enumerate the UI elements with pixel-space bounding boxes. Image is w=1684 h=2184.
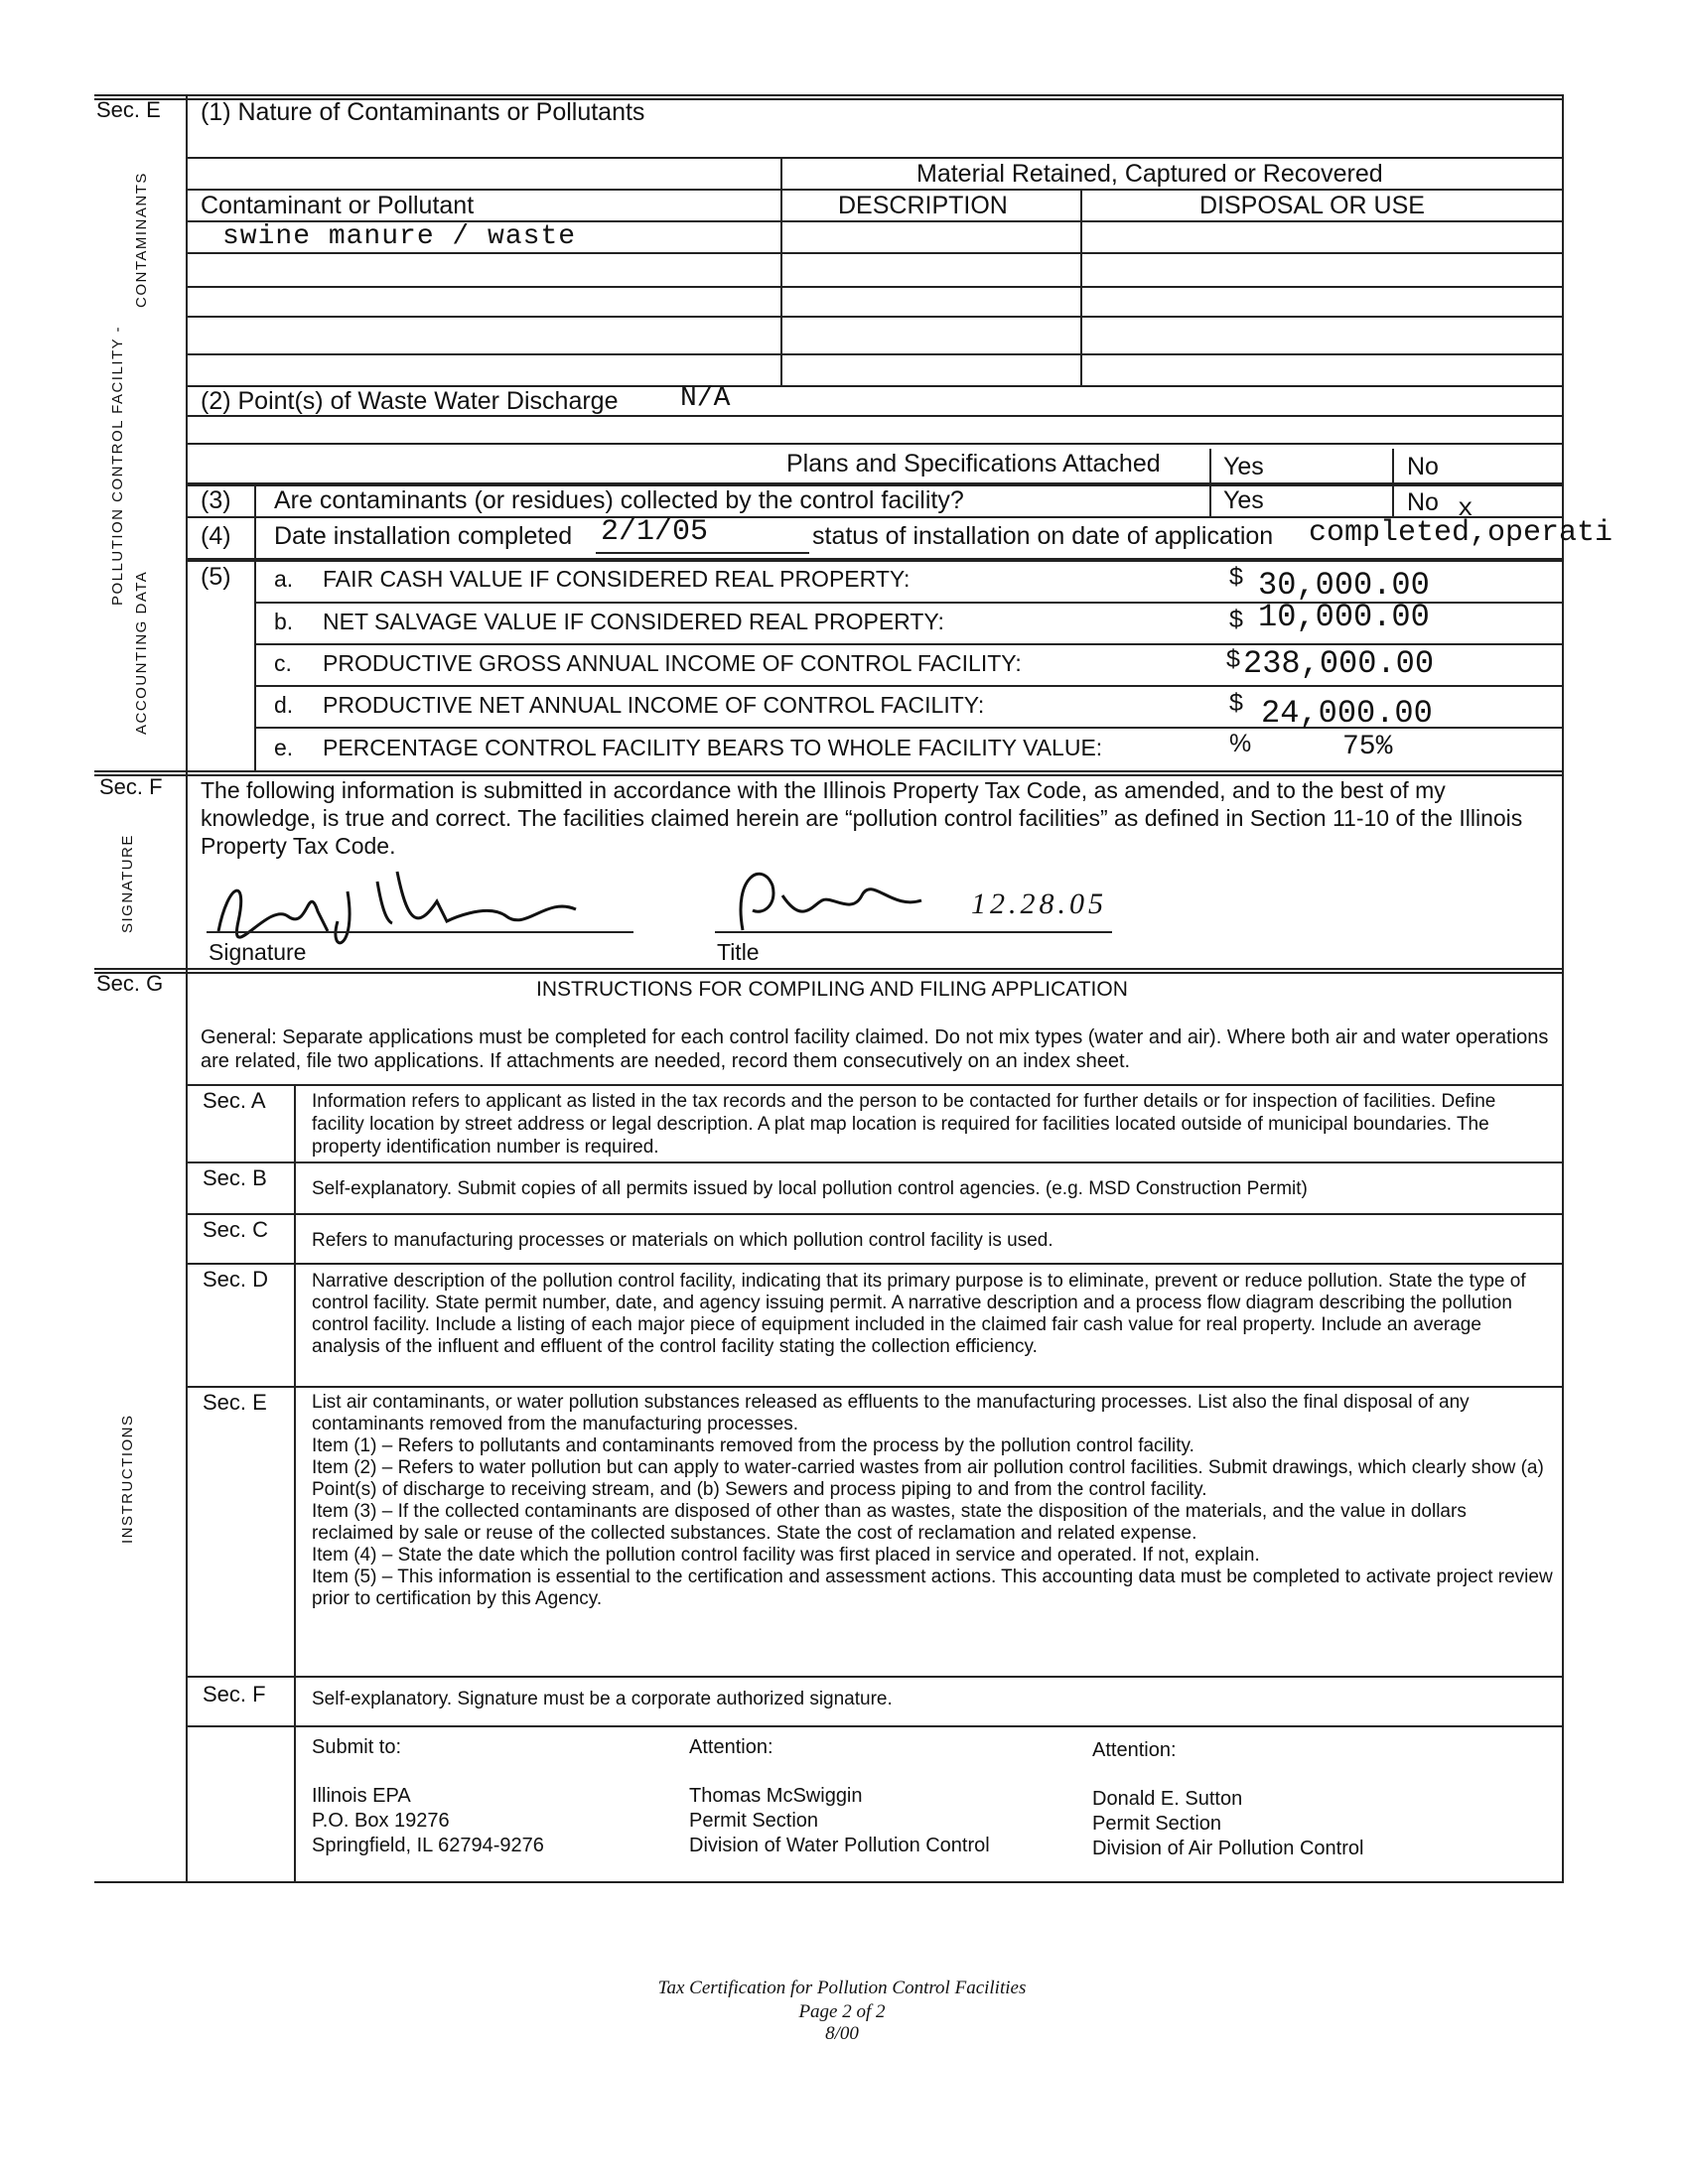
row-a-value[interactable]: 30,000.00 (1258, 567, 1430, 604)
submit-col2-line1: Thomas McSwiggin (689, 1785, 863, 1807)
instructions-heading: INSTRUCTIONS FOR COMPILING AND FILING APPLICATION (536, 978, 1128, 1001)
row-a-letter: a. (274, 566, 294, 592)
submit-col1-line3: Springfield, IL 62794-9276 (312, 1835, 544, 1856)
item1-title: (1) Nature of Contaminants or Pollutants (201, 98, 645, 126)
instr-sec-c-label: Sec. C (203, 1217, 269, 1242)
footer-line2: Page 2 of 2 (798, 2001, 886, 2022)
item3-mark: x (1458, 493, 1474, 523)
col-contaminant: Contaminant or Pollutant (201, 192, 475, 219)
submit-col1-line1: Illinois EPA (312, 1785, 411, 1807)
item4-date[interactable]: 2/1/05 (601, 515, 709, 549)
row-d-label: PRODUCTIVE NET ANNUAL INCOME OF CONTROL FACILITY: (323, 692, 985, 718)
plans-label: Plans and Specifications Attached (786, 450, 1161, 478)
side-label-accounting: ACCOUNTING DATA (133, 570, 150, 735)
item3-num: (3) (201, 486, 231, 514)
row-b-unit: $ (1229, 606, 1243, 633)
instr-sec-a-text: Information refers to applicant as listed in the tax records and the person to be contacted for further details or for inspection of facilities. Define facility location by street address or legal description. A plat map location is required for facilities located outside of municipal boundaries. The property identification number is required. (312, 1091, 1496, 1158)
row-c-value[interactable]: 238,000.00 (1243, 645, 1435, 682)
row-e-value[interactable]: 75% (1342, 732, 1393, 762)
row-c-label: PRODUCTIVE GROSS ANNUAL INCOME OF CONTROL FACILITY: (323, 650, 1022, 676)
item3-no[interactable]: No (1407, 488, 1439, 516)
row-c-letter: c. (274, 650, 292, 676)
instructions-general: General: Separate applications must be completed for each control facility claimed. Do not mix types (water and air). Where both air and water operations are related, file two applications. If attachments are needed, record them consecutively on an index sheet. (201, 1026, 1549, 1072)
item4-status-value[interactable]: completed,operati (1309, 516, 1614, 550)
item3-question: Are contaminants (or residues) collected by the control facility? (274, 486, 964, 514)
submit-col1-head: Submit to: (312, 1736, 402, 1758)
item4-status-label: status of installation on date of application (812, 522, 1274, 550)
submit-col2-head: Attention: (689, 1736, 773, 1758)
item4-label: Date installation completed (274, 522, 573, 550)
row-c-unit: $ (1226, 645, 1240, 673)
plans-yes[interactable]: Yes (1223, 453, 1264, 480)
instr-sec-f-text: Self-explanatory. Signature must be a corporate authorized signature. (312, 1689, 893, 1709)
item5-num: (5) (201, 563, 231, 591)
contaminant-value[interactable]: swine manure / waste (222, 221, 577, 252)
sec-e-label: Sec. E (96, 97, 161, 122)
item4-date-underline (596, 552, 809, 554)
side-label-pollution-control: POLLUTION CONTROL FACILITY - (109, 325, 126, 606)
instr-sec-a-label: Sec. A (203, 1088, 266, 1113)
submit-col3-line3: Division of Air Pollution Control (1092, 1838, 1364, 1859)
sec-g-label: Sec. G (96, 971, 164, 996)
item2-value[interactable]: N/A (680, 383, 731, 414)
row-a-label: FAIR CASH VALUE IF CONSIDERED REAL PROPERTY: (323, 566, 911, 592)
footer-line3: 8/00 (825, 2023, 859, 2044)
signed-date[interactable]: 12.28.05 (971, 887, 1107, 920)
title-label: Title (717, 939, 760, 965)
certification-statement: The following information is submitted in accordance with the Illinois Property Tax Code, as amended, and to the best of my knowledge, is true and correct. The facilities claimed herein are “pollution control facilities” as defined in Section 11-10 of the Illinois Property Tax Code. (201, 777, 1523, 859)
side-label-instructions: INSTRUCTIONS (119, 1414, 136, 1544)
row-a-unit: $ (1229, 563, 1243, 591)
instr-sec-c-text: Refers to manufacturing processes or materials on which pollution control facility is used. (312, 1230, 1053, 1251)
row-e-label: PERCENTAGE CONTROL FACILITY BEARS TO WHOLE FACILITY VALUE: (323, 735, 1103, 760)
row-e-letter: e. (274, 735, 294, 760)
row-e-unit: % (1229, 730, 1252, 757)
col-disposal: DISPOSAL OR USE (1199, 192, 1425, 219)
signature-line (207, 931, 633, 933)
material-header: Material Retained, Captured or Recovered (916, 160, 1383, 188)
item2-label: (2) Point(s) of Waste Water Discharge (201, 387, 619, 415)
title-scribble[interactable] (723, 856, 961, 935)
sec-f-label: Sec. F (99, 774, 163, 799)
row-b-value[interactable]: 10,000.00 (1258, 599, 1430, 635)
instr-sec-b-label: Sec. B (203, 1165, 267, 1190)
row-d-value[interactable]: 24,000.00 (1261, 695, 1433, 732)
row-b-letter: b. (274, 609, 294, 634)
signature-label: Signature (209, 939, 307, 965)
instr-sec-d-label: Sec. D (203, 1267, 269, 1292)
submit-col1-line2: P.O. Box 19276 (312, 1810, 450, 1832)
submit-col2-line2: Permit Section (689, 1810, 819, 1832)
row-d-letter: d. (274, 692, 294, 718)
instr-sec-e-label: Sec. E (203, 1390, 267, 1415)
instr-sec-d-text: Narrative description of the pollution control facility, indicating that its primary purpose is to eliminate, prevent or reduce pollution. State the type of control facility. State permit number, date, and agency issuing permit. A narrative description and a process flow diagram describing the pollution control facility. Include a listing of each major piece of equipment included in the claimed fair cash value for real property. Include an average analysis of the influent and effluent of the control facility stating the collection efficiency. (312, 1271, 1526, 1357)
footer-line1: Tax Certification for Pollution Control Facilities (657, 1978, 1027, 1998)
instr-sec-b-text: Self-explanatory. Submit copies of all permits issued by local pollution control agencies. (e.g. MSD Construction Permit) (312, 1178, 1308, 1199)
submit-col2-line3: Division of Water Pollution Control (689, 1835, 990, 1856)
col-description: DESCRIPTION (838, 192, 1008, 219)
side-label-contaminants: CONTAMINANTS (133, 172, 150, 308)
title-line (715, 931, 1112, 933)
item4-num: (4) (201, 522, 231, 550)
row-b-label: NET SALVAGE VALUE IF CONSIDERED REAL PROPERTY: (323, 609, 944, 634)
instr-sec-f-label: Sec. F (203, 1682, 266, 1706)
plans-no[interactable]: No (1407, 453, 1439, 480)
submit-col3-head: Attention: (1092, 1739, 1177, 1761)
item3-yes[interactable]: Yes (1223, 486, 1264, 514)
row-d-unit: $ (1229, 689, 1243, 717)
submit-col3-line1: Donald E. Sutton (1092, 1788, 1243, 1810)
instr-sec-e-text: List air contaminants, or water pollution substances released as effluents to the manufacturing processes. List also the final disposal of any contaminants removed from the manufacturing processes. Item (1) – Refers to pollutants and contaminants removed from the process by the pollution control facility. Item (2) – Refers to water pollution but can apply to water-carried wastes from air pollution control facilities. Submit drawings, which clearly show (a) Point(s) of discharge to receiving stream, and (b) Sewers and process piping to and from the control facility. Item (3) – If the collected contaminants are disposed of other than as wastes, state the disposition of the materials, and the value in dollars reclaimed by sale or reuse of the collected substances. State the cost of reclamation and related expense. Item (4) – State the date which the pollution control facility was first placed in service and operated. If not, explain. Item (5) – This information is essential to the certification and assessment actions. This accounting data must be completed to activate project review prior to certification by this Agency. (312, 1392, 1553, 1609)
submit-col3-line2: Permit Section (1092, 1813, 1222, 1835)
side-label-signature: SIGNATURE (119, 834, 136, 933)
